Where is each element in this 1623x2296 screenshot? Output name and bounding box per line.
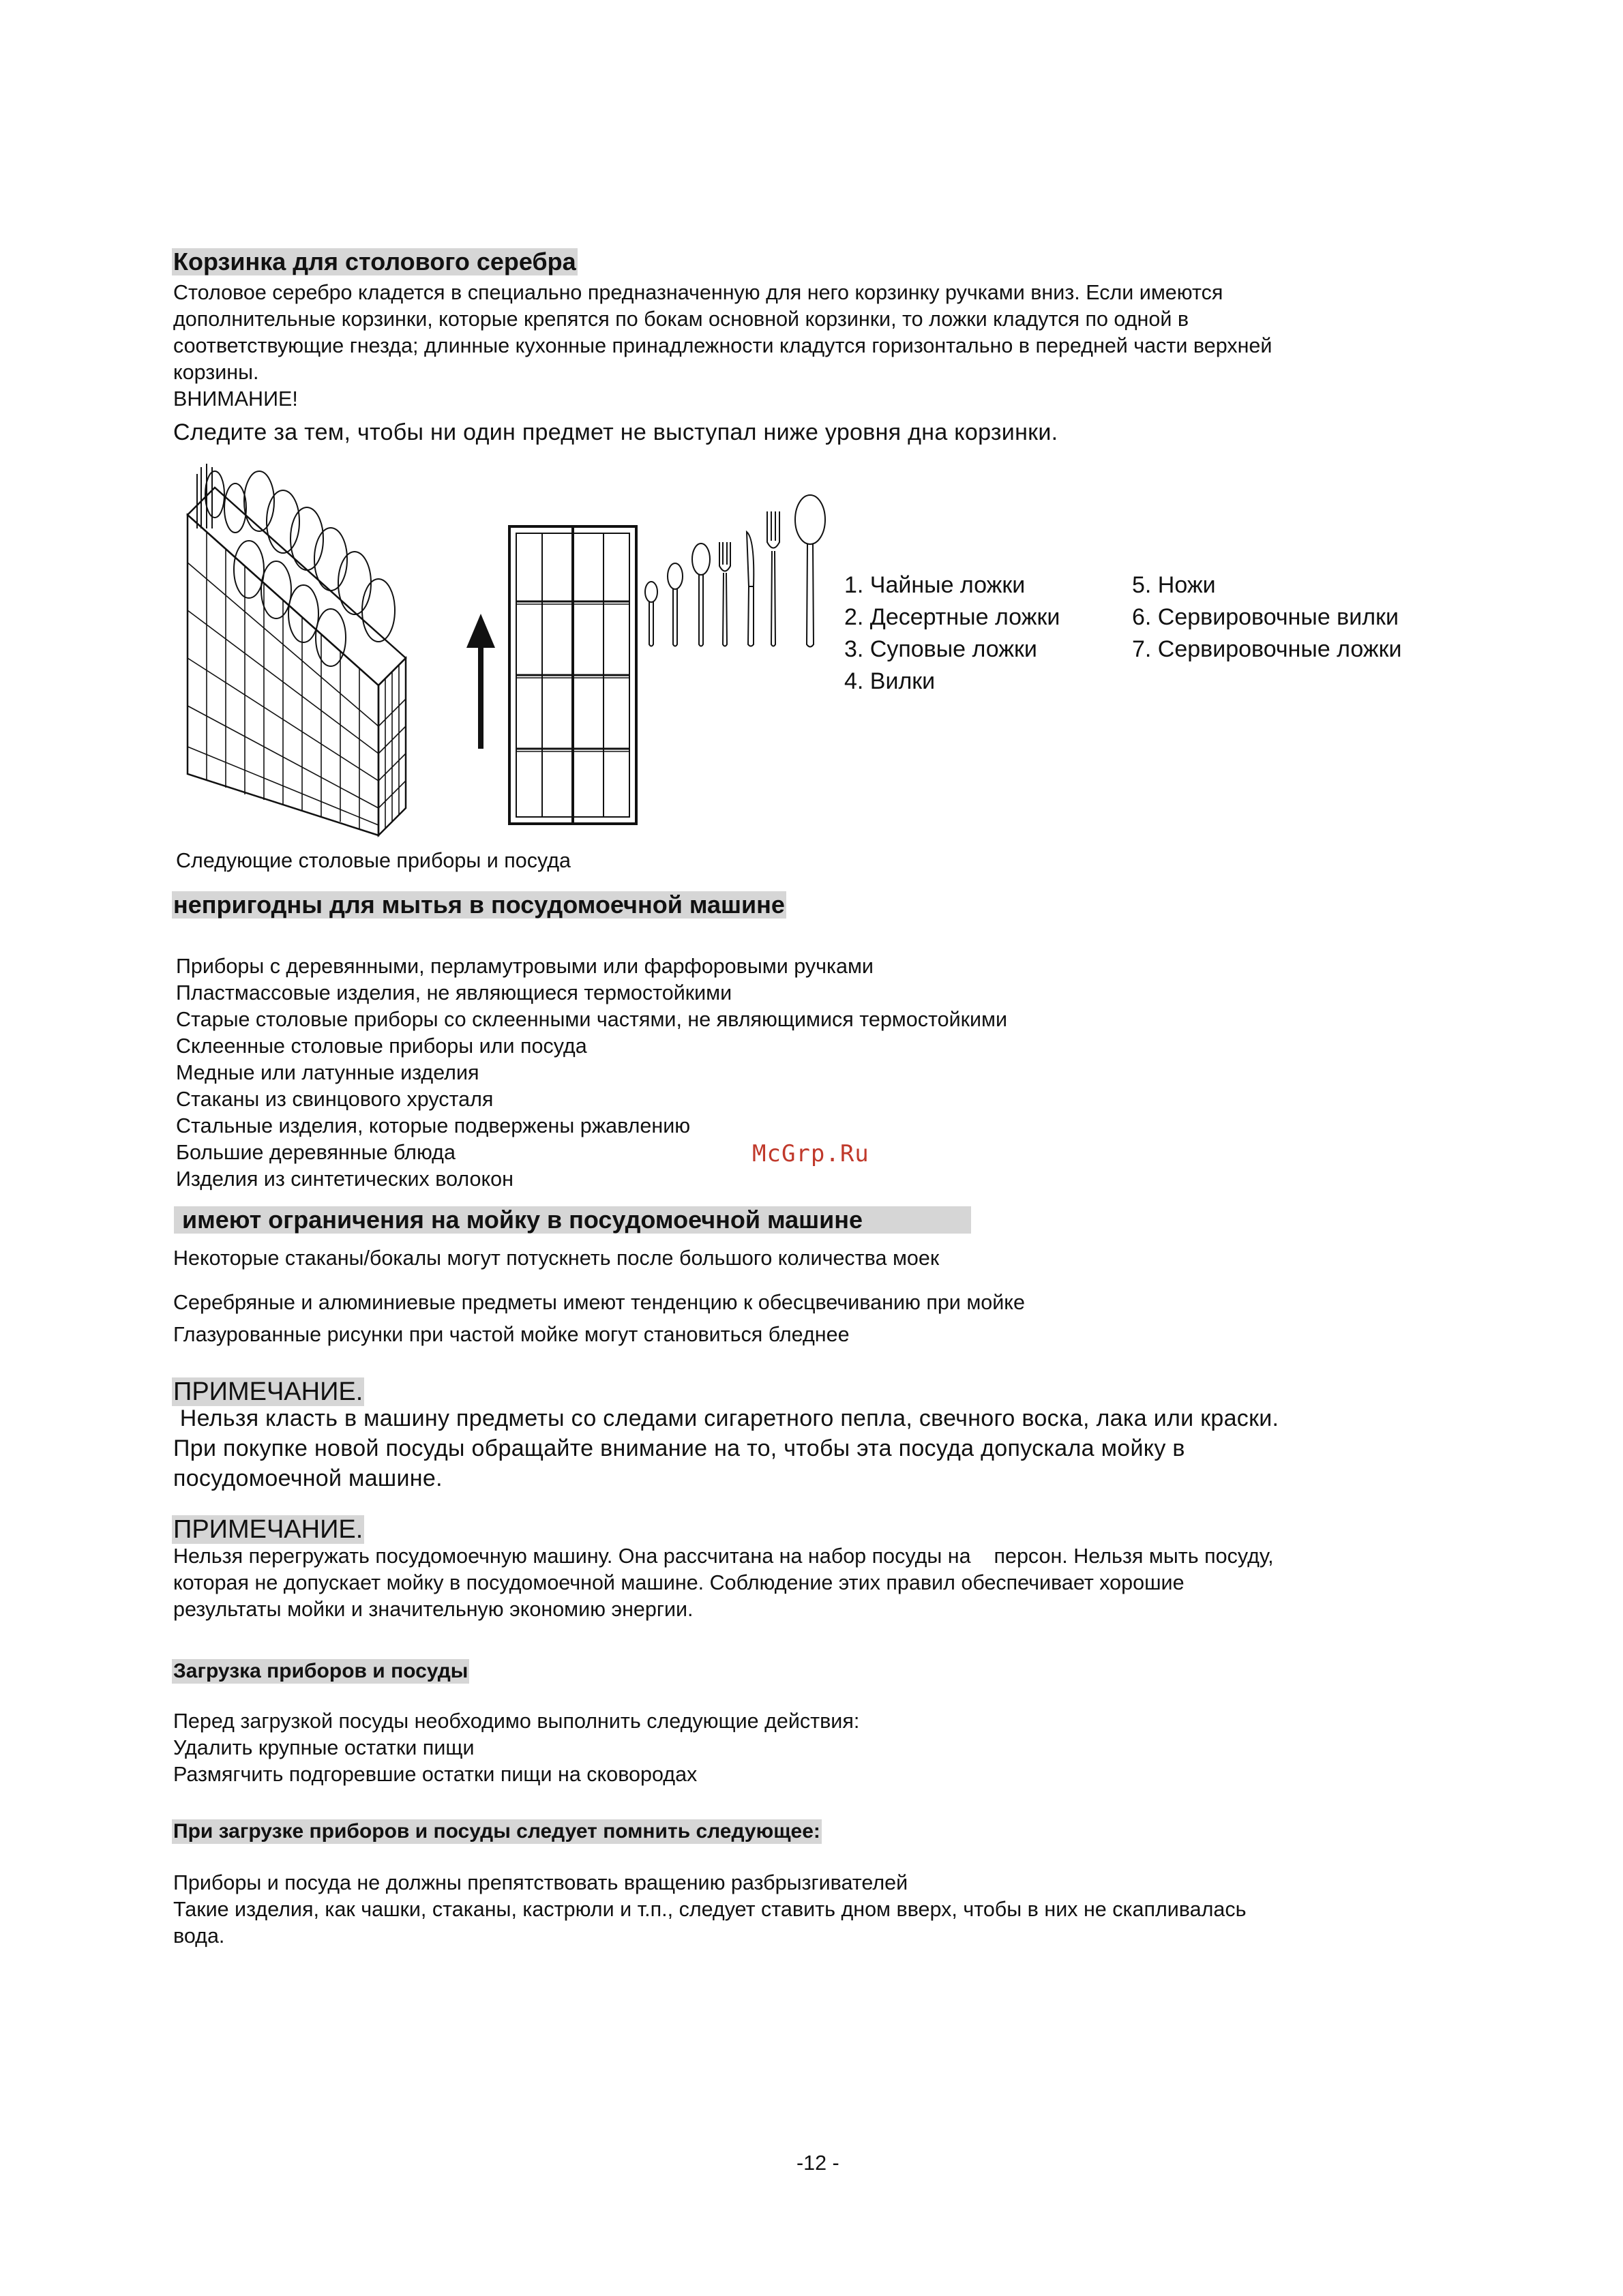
legend-item: 5. Ножи xyxy=(1132,572,1216,598)
limited-heading: имеют ограничения на мойку в посудомоечной машине xyxy=(174,1206,971,1234)
note-line: посудомоечной машине. xyxy=(173,1465,443,1491)
note2-text xyxy=(173,1543,1274,1623)
limited-item-1: Некоторые стаканы/бокалы могут потускнеть после большого количества моек xyxy=(173,1247,940,1270)
list-item: Медные или латунные изделия xyxy=(176,1061,479,1084)
paragraph-line: соответствующие гнезда; длинные кухонные принадлежности кладутся горизонтально в передней части верхней xyxy=(173,334,1272,357)
legend-item: 6. Сервировочные вилки xyxy=(1132,604,1399,630)
cutlery-legend-right xyxy=(1132,569,1402,666)
unsuitable-intro: Следующие столовые приборы и посуда xyxy=(176,849,571,872)
list-item: Приборы с деревянными, перламутровыми или фарфоровыми ручками xyxy=(176,955,874,978)
legend-item: 4. Вилки xyxy=(844,668,936,694)
remember-heading: При загрузке приборов и посуды следует помнить следующее: xyxy=(173,1820,820,1843)
cutlery-types-illustration xyxy=(638,491,842,651)
note2-heading: ПРИМЕЧАНИЕ. xyxy=(173,1515,363,1544)
list-item: Старые столовые приборы со склеенными частями, не являющимися термостойкими xyxy=(176,1008,1008,1031)
paragraph-line: дополнительные корзинки, которые крепятся по бокам основной корзинки, то ложки кладутся по одной в xyxy=(173,308,1189,331)
legend-item: 7. Сервировочные ложки xyxy=(1132,636,1402,662)
remember-line: Такие изделия, как чашки, стаканы, кастрюли и т.п., следует ставить дном вверх, чтобы в них не скапливалась xyxy=(173,1898,1247,1921)
unsuitable-list xyxy=(176,953,1007,1193)
page-number: -12 - xyxy=(796,2151,839,2175)
silverware-paragraph xyxy=(173,280,1469,413)
list-item: Склеенные столовые приборы или посуда xyxy=(176,1034,587,1058)
list-item: Большие деревянные блюда xyxy=(176,1141,456,1164)
legend-item: 1. Чайные ложки xyxy=(844,572,1026,598)
loading-line: Удалить крупные остатки пищи xyxy=(173,1736,475,1759)
remember-text xyxy=(173,1870,1247,1950)
cutlery-basket-illustration xyxy=(174,453,426,849)
note1-heading: ПРИМЕЧАНИЕ. xyxy=(173,1377,363,1406)
watermark-text: McGrp.Ru xyxy=(752,1140,869,1167)
attention-label: ВНИМАНИЕ! xyxy=(173,387,298,411)
note-line: При покупке новой посуды обращайте внимание на то, чтобы эта посуда допускала мойку в xyxy=(173,1435,1185,1461)
list-item: Стальные изделия, которые подвержены ржавлению xyxy=(176,1114,691,1137)
loading-text xyxy=(173,1708,859,1788)
list-item: Изделия из синтетических волокон xyxy=(176,1167,513,1191)
remember-line: вода. xyxy=(173,1924,225,1948)
limited-item-2: Серебряные и алюминиевые предметы имеют тенденцию к обесцвечиванию при мойке xyxy=(173,1291,1025,1314)
arrow-up-icon xyxy=(464,614,498,750)
warning-text: Следите за тем, чтобы ни один предмет не выступал ниже уровня дна корзинки. xyxy=(173,419,1058,445)
paragraph-line: корзины. xyxy=(173,361,259,384)
legend-item: 2. Десертные ложки xyxy=(844,604,1060,630)
note-line: результаты мойки и значительную экономию энергии. xyxy=(173,1598,694,1621)
limited-item-3: Глазурованные рисунки при частой мойке могут становиться бледнее xyxy=(173,1323,850,1346)
unsuitable-heading: непригодны для мытья в посудомоечной машине xyxy=(173,891,785,919)
remember-line: Приборы и посуда не должны препятствовать вращению разбрызгивателей xyxy=(173,1871,908,1894)
basket-grid-icon xyxy=(508,525,638,825)
note-line: которая не допускает мойку в посудомоечной машине. Соблюдение этих правил обеспечивает хорошие xyxy=(173,1571,1185,1594)
note-line: Нельзя перегружать посудомоечную машину. Она рассчитана на набор посуды на персон. Нельзя мыть посуду, xyxy=(173,1545,1274,1568)
list-item: Пластмассовые изделия, не являющиеся термостойкими xyxy=(176,981,732,1004)
loading-line: Размягчить подгоревшие остатки пищи на сковородах xyxy=(173,1763,698,1786)
note-line: Нельзя класть в машину предметы со следами сигаретного пепла, свечного воска, лака или краски. xyxy=(173,1405,1279,1431)
loading-line: Перед загрузкой посуды необходимо выполнить следующие действия: xyxy=(173,1710,860,1733)
paragraph-line: Столовое серебро кладется в специально предназначенную для него корзинку ручками вниз. Если имеются xyxy=(173,281,1223,304)
loading-heading: Загрузка приборов и посуды xyxy=(173,1660,468,1682)
legend-item: 3. Суповые ложки xyxy=(844,636,1037,662)
list-item: Стаканы из свинцового хрусталя xyxy=(176,1088,494,1111)
note1-text xyxy=(173,1403,1279,1493)
silverware-heading: Корзинка для столового серебра xyxy=(173,248,576,275)
cutlery-legend-left xyxy=(844,569,1060,698)
